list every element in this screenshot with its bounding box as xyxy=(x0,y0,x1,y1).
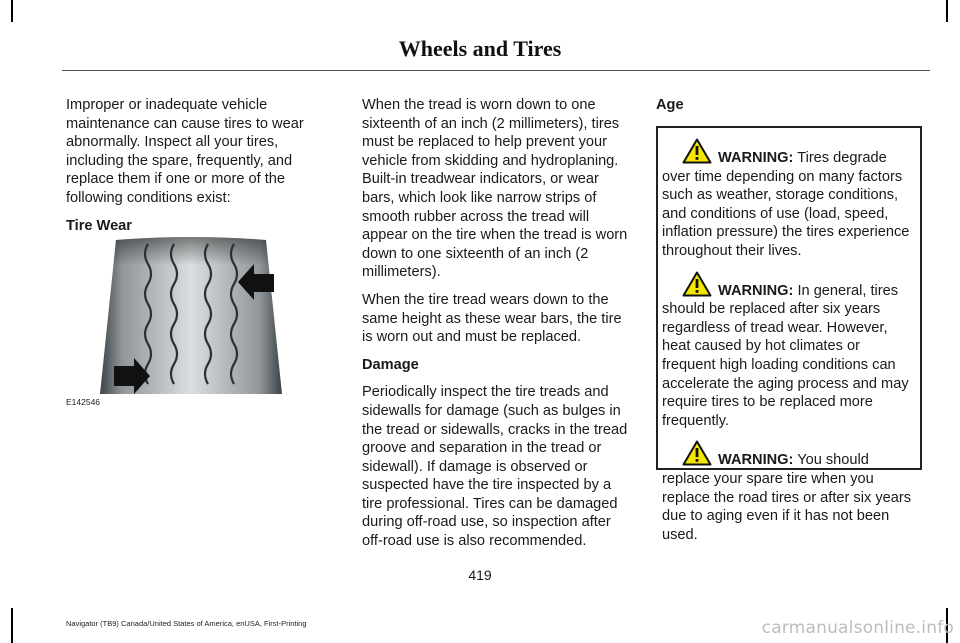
warning-text: You should replace your spare tire when you replace the road tires or after six years due to aging even if it has not been used. xyxy=(662,452,912,543)
tire-wear-illustration xyxy=(66,234,316,410)
column-middle xyxy=(362,96,634,560)
header-divider xyxy=(62,70,930,71)
crop-mark-bottom-left xyxy=(11,608,13,643)
watermark: carmanualsonline.info xyxy=(761,618,954,638)
warning-text: Tires degrade over time depending on many factors such as weather, storage conditions, and conditions of use (load, speed, inflation pressure) the tires experience throughout their lives. xyxy=(662,150,910,259)
warning-label: WARNING: xyxy=(718,282,794,299)
warning-item-3 xyxy=(662,440,917,544)
tire-wear-heading: Tire Wear xyxy=(66,217,132,234)
intro-paragraph: Improper or inadequate vehicle maintenance can cause tires to wear abnormally. Inspect all your tires, including the spare, frequently, and replace them if one or more of the following conditions exist: xyxy=(66,97,304,206)
page-number: 419 xyxy=(468,567,492,583)
warning-text: In general, tires should be replaced after six years regardless of tread wear. However, heat caused by hot climates or frequent high loading conditions can accelerate the aging process and may require tires to be replaced more frequently. xyxy=(662,282,909,429)
warning-triangle-icon xyxy=(682,271,712,297)
figure-code: E142546 xyxy=(66,397,101,407)
column-right xyxy=(656,96,928,124)
page-title: Wheels and Tires xyxy=(398,36,562,61)
damage-paragraph: Periodically inspect the tire treads and sidewalls for damage (such as bulges in the tread or sidewalls, cracks in the tread groove and separation in the tread or sidewall). If damage is observed or suspected have the tire inspected by a tire professional. Tires can be damaged during off-road use, so inspection after off-road use is also recommended. xyxy=(362,384,628,550)
column-left xyxy=(66,96,328,244)
warning-triangle-icon xyxy=(682,440,712,466)
treadwear-paragraph: When the tread is worn down to one sixteenth of an inch (2 millimeters), tires must be replaced to help prevent your vehicle from skidding and hydroplaning. Built-in treadwear indicators, or wear bars, which look like narrow strips of smooth rubber across the tread will appear on the tire when the tread is worn down to one sixteenth of an inch (2 millimeters). xyxy=(362,97,628,281)
damage-heading: Damage xyxy=(362,356,419,373)
crop-mark-top-right xyxy=(946,0,948,22)
edition-footer: Navigator (TB9) Canada/United States of America, enUSA, First-Printing xyxy=(66,619,307,628)
wear-bars-paragraph: When the tire tread wears down to the same height as these wear bars, the tire is worn out and must be replaced. xyxy=(362,291,622,346)
warning-label: WARNING: xyxy=(718,452,794,469)
age-heading: Age xyxy=(656,97,684,113)
warning-item-1 xyxy=(662,138,917,261)
warning-triangle-icon xyxy=(682,138,712,164)
warning-item-2 xyxy=(662,271,917,431)
warning-label: WARNING: xyxy=(718,150,794,166)
warnings-box xyxy=(656,126,922,543)
crop-mark-top-left xyxy=(11,0,13,22)
